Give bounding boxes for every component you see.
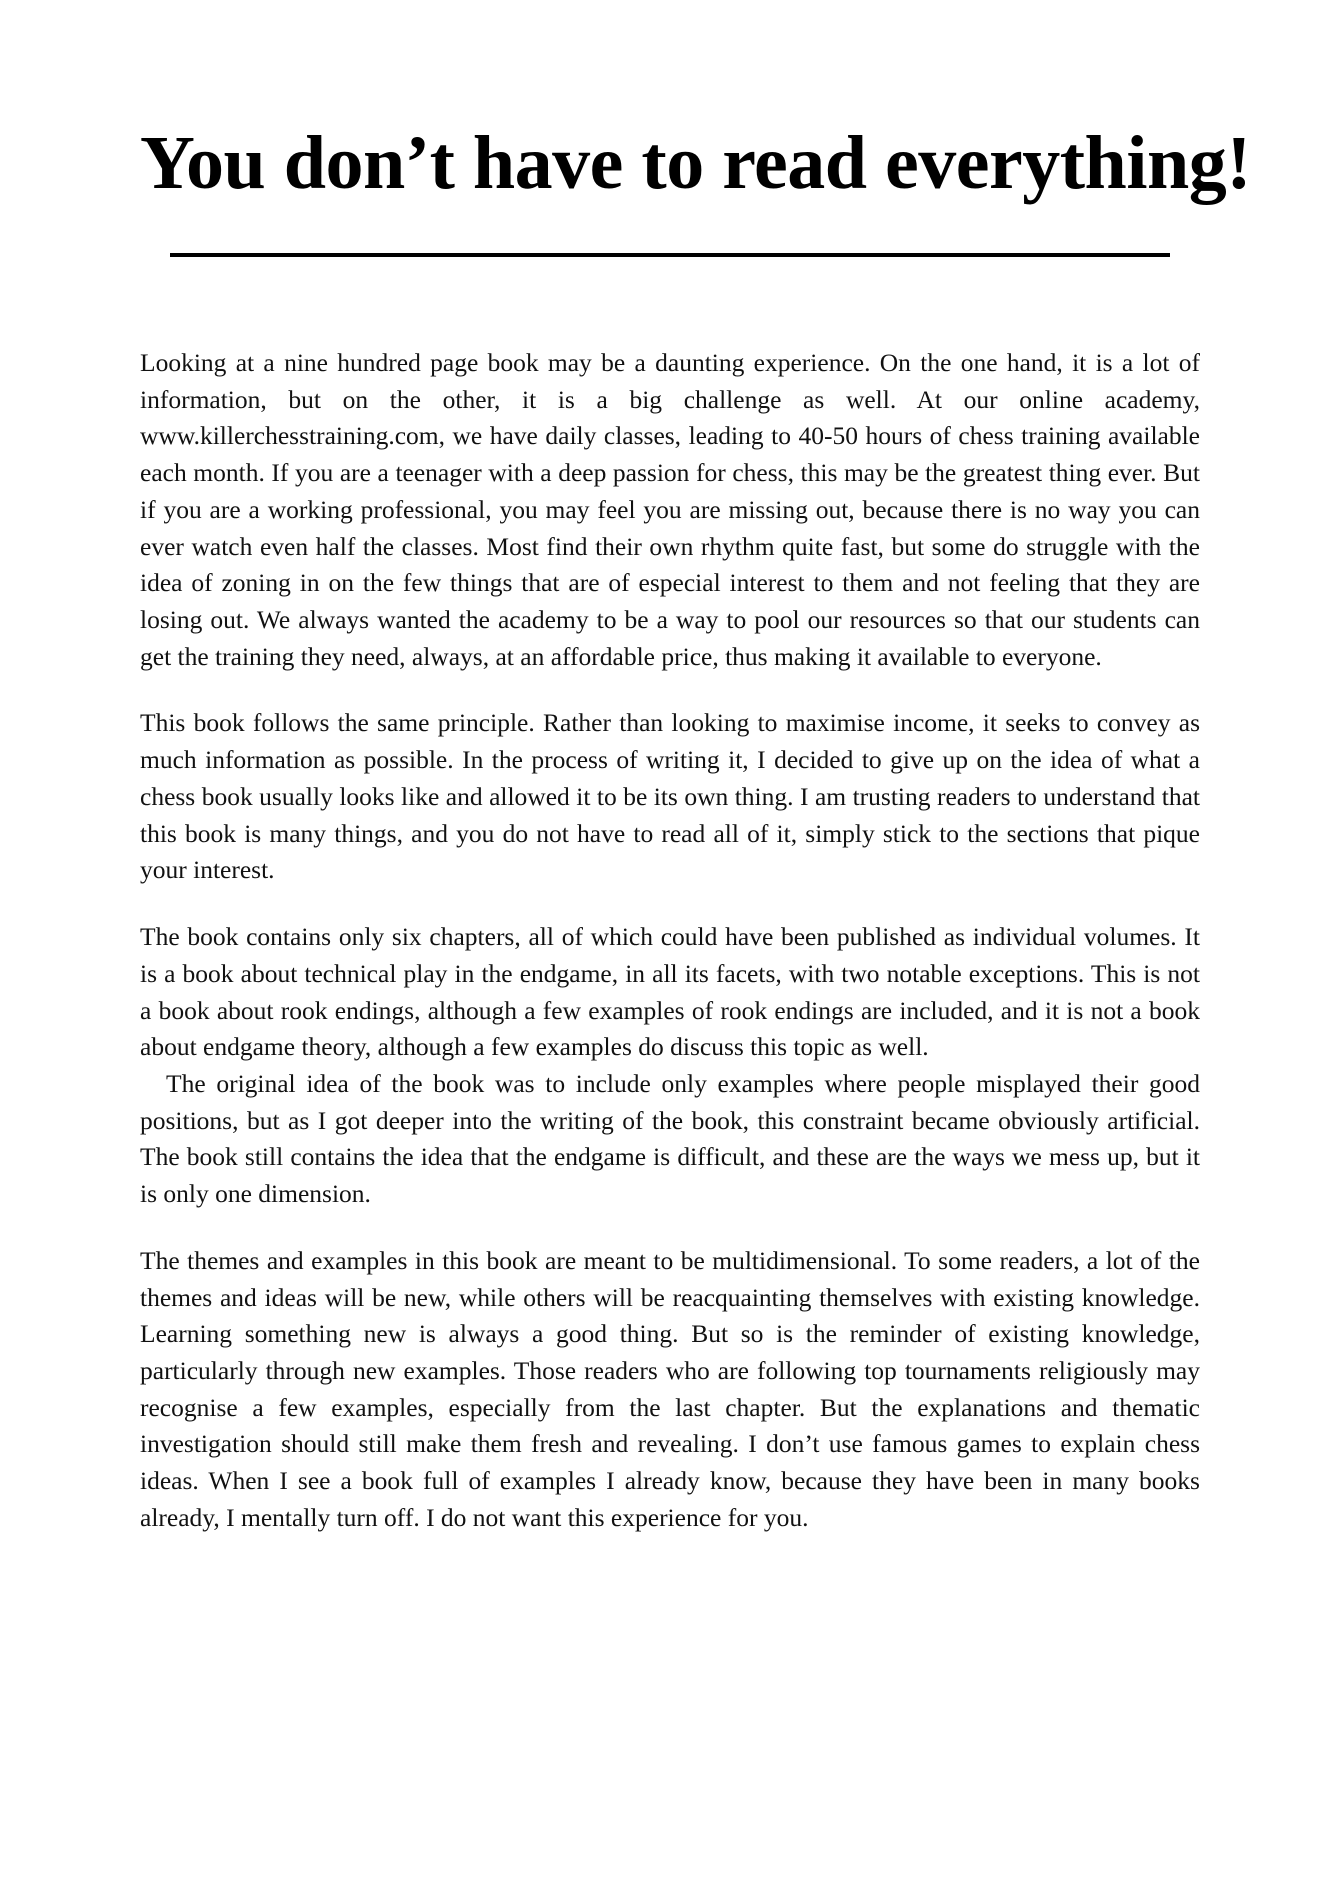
paragraph: The original idea of the book was to include only examples where people misplayed their good positions, but as I got deeper into the writing of the book, this constraint became obviously artificial. The book still contains the idea that the endgame is difficult, and these are the ways we mess up, but it is only one dimension. bbox=[140, 1068, 1200, 1209]
title-divider bbox=[170, 253, 1170, 257]
body-text bbox=[140, 345, 1200, 1537]
paragraph: Looking at a nine hundred page book may be a daunting experience. On the one hand, it is a lot of information, but on the other, it is a big challenge as well. At our online academy, www.killerchesstraining.com, we have daily classes, leading to 40-50 hours of chess training available each month. If you are a teenager with a deep passion for chess, this may be the greatest thing ever. But if you are a working professional, you may feel you are missing out, because there is no way you can ever watch even half the classes. Most find their own rhythm quite fast, but some do struggle with the idea of zoning in on the few things that are of especial interest to them and not feeling that they are losing out. We always wanted the academy to be a way to pool our resources so that our students can get the training they need, always, at an affordable price, thus making it available to everyone. bbox=[140, 348, 1200, 671]
paragraph: The book contains only six chapters, all of which could have been published as individual volumes. It is a book about technical play in the endgame, in all its facets, with two notable exceptions. This is not a book about rook endings, although a few examples of rook endings are included, and it is not a book about endgame theory, although a few examples do discuss this topic as well. bbox=[140, 922, 1200, 1062]
paragraph: The themes and examples in this book are meant to be multidimensional. To some readers, a lot of the themes and ideas will be new, while others will be reacquainting themselves with existing knowledge. Learning something new is always a good thing. But so is the reminder of existing knowledge, particularly through new examples. Those readers who are following top tournaments religiously may recognise a few examples, especially from the last chapter. But the explanations and thematic investigation should still make them fresh and revealing. I don’t use famous games to explain chess ideas. When I see a book full of examples I already know, because they have been in many books already, I mentally turn off. I do not want this experience for you. bbox=[140, 1245, 1200, 1532]
paragraph: This book follows the same principle. Rather than looking to maximise income, it seeks to convey as much information as possible. In the process of writing it, I decided to give up on the idea of what a chess book usually looks like and allowed it to be its own thing. I am trusting readers to understand that this book is many things, and you do not have to read all of it, simply stick to the sections that pique your interest. bbox=[140, 708, 1200, 885]
page-title: You don’t have to read everything! bbox=[140, 121, 1252, 205]
page-content bbox=[140, 0, 1252, 1537]
